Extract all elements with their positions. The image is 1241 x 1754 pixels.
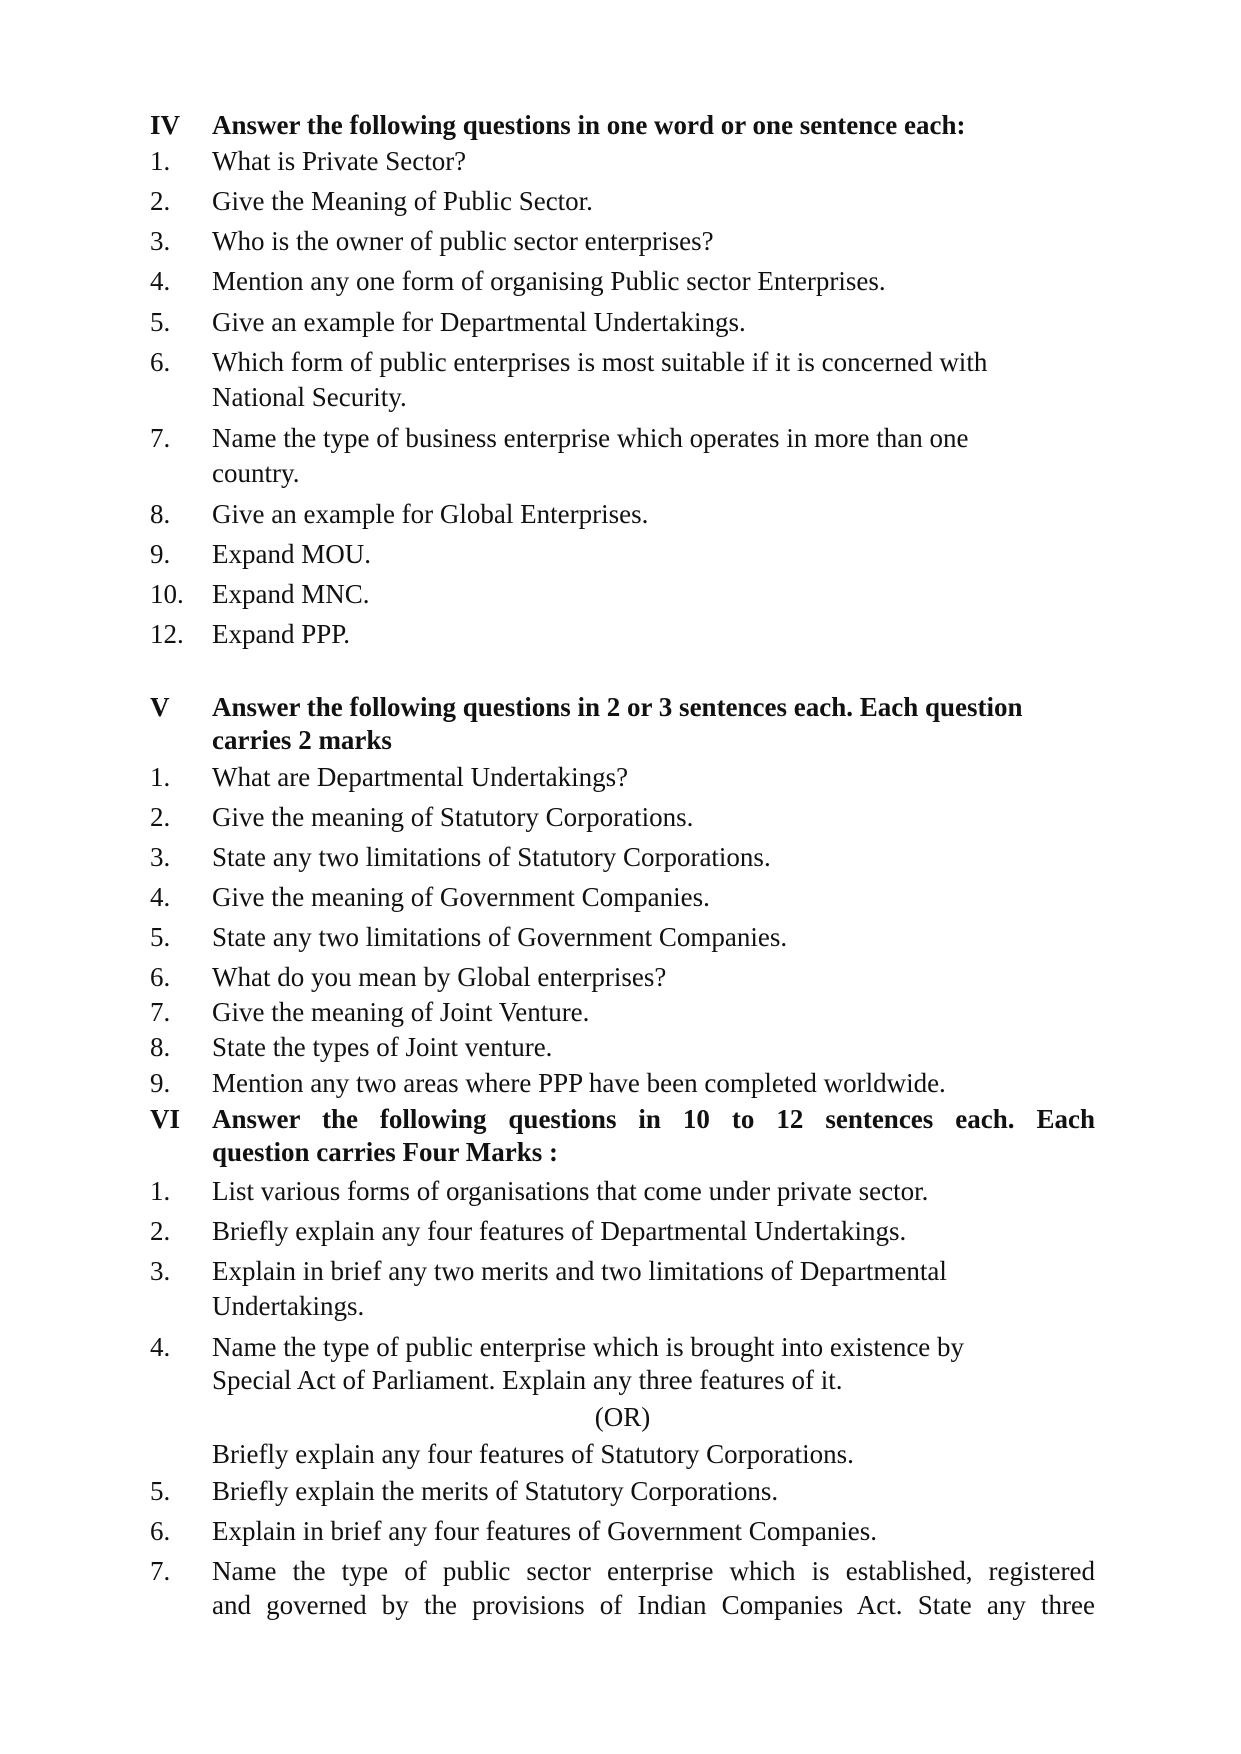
item-number: 10. xyxy=(150,579,184,609)
section-label: VI xyxy=(150,1104,181,1134)
item-number: 3. xyxy=(150,226,171,256)
item-text: Explain in brief any two merits and two limitations of Departmental xyxy=(212,1256,947,1286)
item-number: 8. xyxy=(150,499,171,529)
or-separator: (OR) xyxy=(594,1402,651,1432)
item-number: 5. xyxy=(150,307,171,337)
item-text: Mention any two areas where PPP have been completed worldwide. xyxy=(212,1068,946,1098)
section-heading-text: Answer the following questions in one word or one sentence each: xyxy=(212,110,966,140)
item-number: 2. xyxy=(150,802,171,832)
item-text: Which form of public enterprises is most suitable if it is concerned with xyxy=(212,347,988,377)
item-number: 5. xyxy=(150,922,171,952)
section-heading-text: Answer the following questions in 2 or 3 sentences each. Each question xyxy=(212,692,1023,722)
item-text: Expand MOU. xyxy=(212,539,371,569)
item-text: Expand MNC. xyxy=(212,579,370,609)
item-number: 9. xyxy=(150,539,171,569)
item-text: Give an example for Departmental Undertakings. xyxy=(212,307,746,337)
item-text: List various forms of organisations that come under private sector. xyxy=(212,1176,929,1206)
item-text: and governed by the provisions of Indian Companies Act. State any three xyxy=(212,1590,1095,1620)
item-number: 1. xyxy=(150,1176,171,1206)
item-number: 6. xyxy=(150,962,171,992)
item-number: 7. xyxy=(150,1556,171,1586)
section-label: IV xyxy=(150,110,181,140)
item-number: 4. xyxy=(150,266,171,296)
item-text: Give the meaning of Statutory Corporations. xyxy=(212,802,694,832)
item-text: Give the meaning of Joint Venture. xyxy=(212,997,590,1027)
item-text: Expand PPP. xyxy=(212,619,351,649)
item-number: 12. xyxy=(150,619,184,649)
item-number: 1. xyxy=(150,146,171,176)
item-number: 6. xyxy=(150,347,171,377)
item-number: 7. xyxy=(150,423,171,453)
item-text: Explain in brief any four features of Government Companies. xyxy=(212,1516,878,1546)
item-number: 5. xyxy=(150,1476,171,1506)
item-text: What do you mean by Global enterprises? xyxy=(212,962,667,992)
item-number: 2. xyxy=(150,1216,171,1246)
section-heading-text: question carries Four Marks : xyxy=(212,1137,558,1167)
item-number: 4. xyxy=(150,882,171,912)
item-text: Who is the owner of public sector enterprises? xyxy=(212,226,714,256)
item-text: State the types of Joint venture. xyxy=(212,1032,553,1062)
item-text: Name the type of business enterprise which operates in more than one xyxy=(212,423,969,453)
item-number: 1. xyxy=(150,762,171,792)
item-text: Name the type of public enterprise which is brought into existence by xyxy=(212,1332,965,1362)
item-number: 4. xyxy=(150,1332,171,1362)
item-text: Give the Meaning of Public Sector. xyxy=(212,186,593,216)
item-number: 3. xyxy=(150,842,171,872)
item-text: Briefly explain any four features of Statutory Corporations. xyxy=(212,1439,854,1469)
item-text: country. xyxy=(212,458,300,488)
item-text: Name the type of public sector enterprise which is established, registered xyxy=(212,1556,1095,1586)
item-text: Special Act of Parliament. Explain any three features of it. xyxy=(212,1365,843,1395)
item-number: 8. xyxy=(150,1032,171,1062)
item-number: 9. xyxy=(150,1068,171,1098)
item-text: Briefly explain the merits of Statutory Corporations. xyxy=(212,1476,779,1506)
item-text: State any two limitations of Government Companies. xyxy=(212,922,788,952)
item-text: National Security. xyxy=(212,382,407,412)
item-number: 7. xyxy=(150,997,171,1027)
item-text: Briefly explain any four features of Departmental Undertakings. xyxy=(212,1216,907,1246)
item-text: Give the meaning of Government Companies. xyxy=(212,882,710,912)
item-text: Give an example for Global Enterprises. xyxy=(212,499,649,529)
item-number: 2. xyxy=(150,186,171,216)
item-text: Mention any one form of organising Public sector Enterprises. xyxy=(212,266,886,296)
item-number: 3. xyxy=(150,1256,171,1286)
item-text: Undertakings. xyxy=(212,1291,365,1321)
item-text: What is Private Sector? xyxy=(212,146,467,176)
item-text: State any two limitations of Statutory Corporations. xyxy=(212,842,771,872)
item-text: What are Departmental Undertakings? xyxy=(212,762,629,792)
section-label: V xyxy=(150,692,170,722)
section-heading-text: carries 2 marks xyxy=(212,725,392,755)
section-heading-text: Answer the following questions in 10 to 12 sentences each. Each xyxy=(212,1104,1095,1134)
item-number: 6. xyxy=(150,1516,171,1546)
